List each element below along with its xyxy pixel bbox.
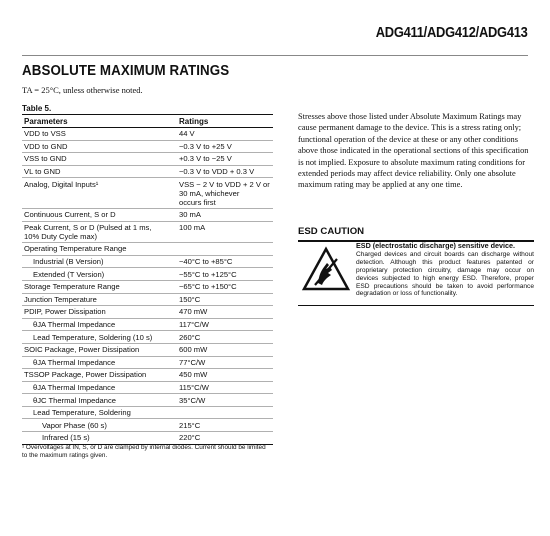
parameter-cell: Peak Current, S or D (Pulsed at 1 ms, 10% Duty Cycle max): [24, 222, 152, 241]
parameter-cell: TSSOP Package, Power Dissipation: [24, 370, 147, 380]
ratings-table: [22, 114, 273, 445]
header-parameters: Parameters: [24, 116, 68, 126]
parameter-cell: VL to GND: [24, 167, 61, 177]
rating-cell: 35°C/W: [179, 395, 206, 405]
parameter-cell: PDIP, Power Dissipation: [24, 307, 106, 317]
table-row: [22, 319, 273, 332]
parameter-cell: Analog, Digital Inputs¹: [24, 179, 99, 189]
table-row: [22, 153, 273, 166]
table-row: [22, 294, 273, 307]
rating-cell: −40°C to +85°C: [179, 257, 233, 267]
table-row: [22, 268, 273, 281]
part-numbers: ADG411/ADG412/ADG413: [376, 24, 528, 41]
section-title: ABSOLUTE MAXIMUM RATINGS: [22, 63, 230, 79]
table-row: [22, 357, 273, 370]
stress-note: Stresses above those listed under Absolute Maximum Ratings may cause permanent damage to the device. This is a stress rating only; functional operation of the device at these or any other conditions above those indicated in the operational sections of this specification is not implied. Exposure to absolute maximum rating conditions for extended periods may affect device reliability. Only one absolute maximum rating may be applied at any one time.: [298, 112, 529, 190]
parameter-cell: Junction Temperature: [24, 294, 97, 304]
parameter-cell: Infrared (15 s): [42, 433, 90, 443]
rating-cell: [177, 408, 273, 417]
parameter-cell: Operating Temperature Range: [24, 244, 127, 254]
rating-cell: −55°C to +125°C: [179, 269, 237, 279]
rating-cell: [177, 244, 273, 253]
table-row: [22, 166, 273, 179]
esd-bottom-rule: [298, 305, 534, 306]
rating-cell: 470 mW: [179, 307, 208, 317]
header-ratings: Ratings: [179, 116, 209, 126]
parameter-cell: SOIC Package, Power Dissipation: [24, 345, 140, 355]
table-row: [22, 281, 273, 294]
table-row: [22, 331, 273, 344]
table-row: [22, 222, 273, 244]
table-row: [22, 128, 273, 141]
rating-cell: −0.3 V to VDD + 0.3 V: [179, 167, 255, 177]
rating-cell: 215°C: [179, 420, 201, 430]
table-row: [22, 178, 273, 209]
table-row: [22, 407, 273, 420]
table-row: [22, 209, 273, 222]
esd-heading: ESD (electrostatic discharge) sensitive device.: [356, 241, 515, 250]
rating-cell: −65°C to +150°C: [179, 282, 237, 292]
rating-cell: 30 mA: [179, 210, 201, 220]
rating-cell: +0.3 V to −25 V: [179, 154, 232, 164]
esd-text: [356, 242, 534, 298]
table-row: [22, 306, 273, 319]
rating-cell: 260°C: [179, 332, 201, 342]
rating-cell: 44 V: [179, 129, 195, 139]
rating-cell: 600 mW: [179, 345, 208, 355]
table-row: [22, 243, 273, 256]
header-rule: [22, 55, 528, 56]
table-row: [22, 369, 273, 382]
parameter-cell: Vapor Phase (60 s): [42, 420, 107, 430]
parameter-cell: θJC Thermal Impedance: [33, 395, 117, 405]
table-row: [22, 256, 273, 269]
table-row: [22, 344, 273, 357]
table-row: [22, 432, 273, 445]
table-row: [22, 382, 273, 395]
parameter-cell: θJA Thermal Impedance: [33, 382, 116, 392]
rating-cell: 450 mW: [179, 370, 208, 380]
table-row: [22, 419, 273, 432]
table-header: [22, 114, 273, 128]
parameter-cell: Lead Temperature, Soldering: [33, 408, 131, 418]
esd-box: [298, 242, 534, 306]
parameter-cell: θJA Thermal Impedance: [33, 357, 116, 367]
rating-cell: −0.3 V to +25 V: [179, 141, 232, 151]
rating-cell: 220°C: [179, 433, 201, 443]
parameter-cell: VDD to GND: [24, 141, 68, 151]
parameter-cell: VDD to VSS: [24, 129, 66, 139]
parameter-cell: θJA Thermal Impedance: [33, 320, 116, 330]
rating-cell: 77°C/W: [179, 357, 206, 367]
esd-body: Charged devices and circuit boards can discharge without detection. Although this product features patented or proprietary protection circuitry, damage may occur on devices subjected to high energy ESD. Therefore, proper ESD precautions should be taken to avoid performance degradation or loss of functionality.: [356, 250, 534, 298]
parameter-cell: Extended (T Version): [33, 269, 105, 279]
esd-title: ESD CAUTION: [298, 226, 365, 237]
parameter-cell: Lead Temperature, Soldering (10 s): [33, 332, 153, 342]
table-row: [22, 394, 273, 407]
conditions-text: TA = 25°C, unless otherwise noted.: [22, 85, 143, 95]
parameter-cell: Industrial (B Version): [33, 257, 104, 267]
parameter-cell: Storage Temperature Range: [24, 282, 120, 292]
table-row: [22, 141, 273, 154]
rating-cell: 115°C/W: [179, 382, 209, 392]
parameter-cell: Continuous Current, S or D: [24, 210, 116, 220]
table-body: [22, 128, 273, 445]
rating-cell: 100 mA: [179, 222, 206, 232]
parameter-cell: VSS to GND: [24, 154, 67, 164]
table-title: Table 5.: [22, 104, 52, 113]
esd-warning-icon: [301, 245, 351, 301]
table-footnote: ¹ Overvoltages at IN, S, or D are clamped by internal diodes. Current should be limited to the maximum ratings given.: [22, 444, 266, 459]
rating-cell: 150°C: [179, 294, 201, 304]
rating-cell: VSS − 2 V to VDD + 2 V or 30 mA, whichever occurs first: [179, 179, 270, 207]
rating-cell: 117°C/W: [179, 320, 209, 330]
